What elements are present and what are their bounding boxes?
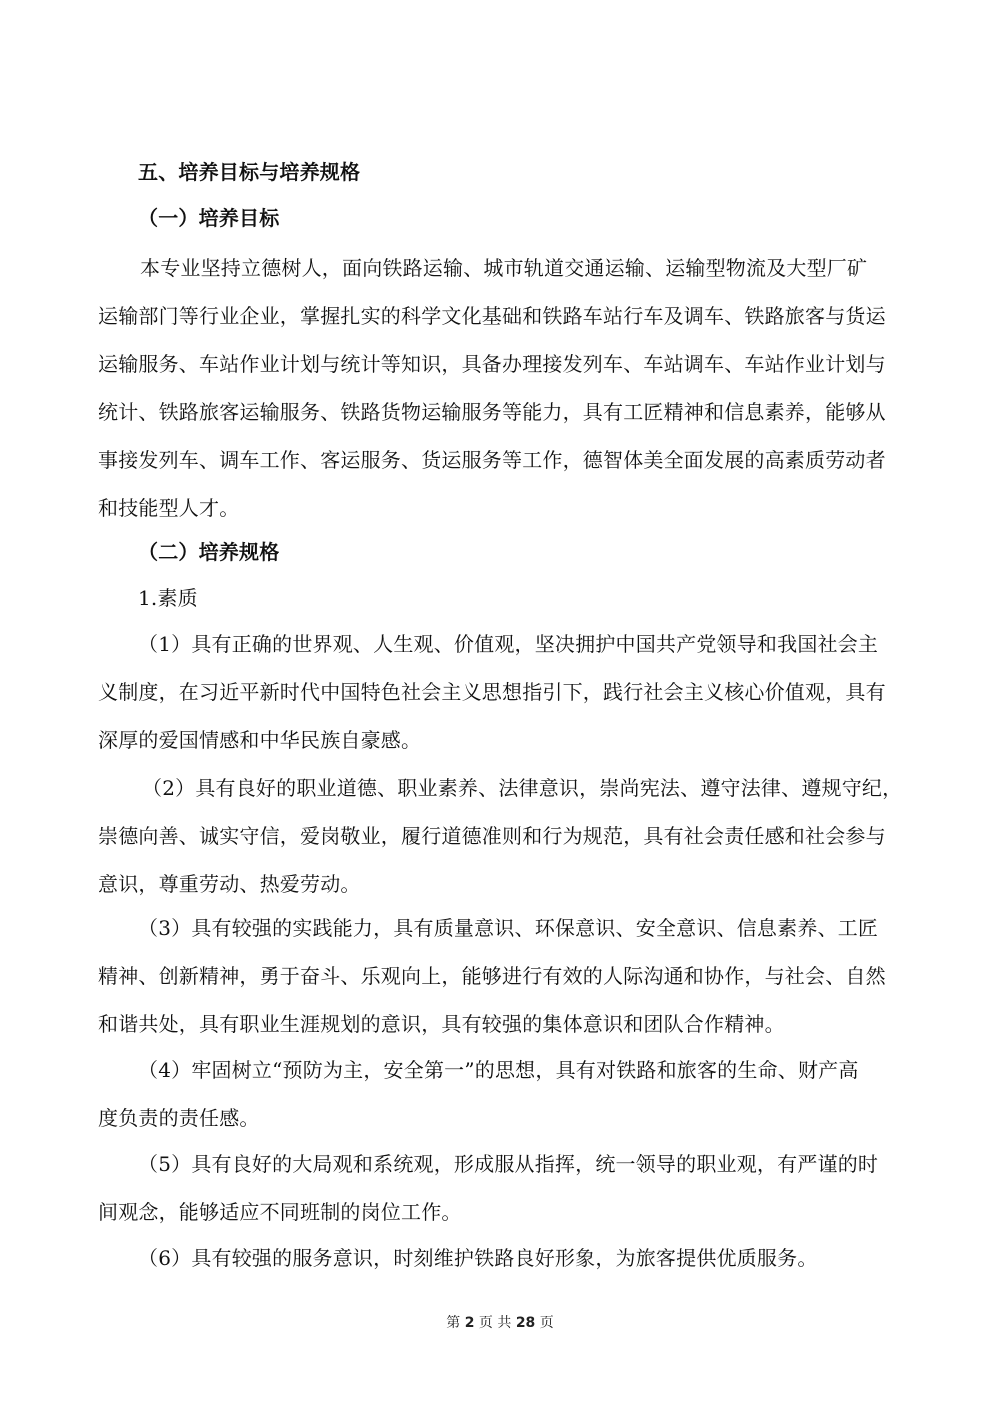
item5-line: （5）具有良好的大局观和系统观，形成服从指挥，统一领导的职业观，有严谨的时 xyxy=(138,1152,879,1176)
item2-line: （2）具有良好的职业道德、职业素养、法律意识，崇尚宪法、遵守法律、遵规守纪， xyxy=(142,776,903,800)
goals-line: 本专业坚持立德树人，面向铁路运输、城市轨道交通运输、运输型物流及大型厂矿 xyxy=(140,256,868,280)
goals-line: 事接发列车、调车工作、客运服务、货运服务等工作，德智体美全面发展的高素质劳动者 xyxy=(98,448,886,472)
page-footer xyxy=(0,1312,1000,1332)
item6-line: （6）具有较强的服务意识，时刻维护铁路良好形象，为旅客提供优质服务。 xyxy=(138,1246,818,1270)
goals-line: 和技能型人才。 xyxy=(98,496,240,520)
item4-line: （4）牢固树立“预防为主，安全第一”的思想，具有对铁路和旅客的生命、财产高 xyxy=(138,1058,859,1082)
specs-heading: （二）培养规格 xyxy=(138,540,280,564)
item1-line: 深厚的爱国情感和中华民族自豪感。 xyxy=(98,728,422,752)
item3-line: 和谐共处，具有职业生涯规划的意识，具有较强的集体意识和团队合作精神。 xyxy=(98,1012,785,1036)
item4-line: 度负责的责任感。 xyxy=(98,1106,260,1130)
item1-line: 义制度，在习近平新时代中国特色社会主义思想指引下，践行社会主义核心价值观，具有 xyxy=(98,680,886,704)
item2-line: 意识，尊重劳动、热爱劳动。 xyxy=(98,872,361,896)
footer-suffix: 页 xyxy=(539,1315,554,1331)
goals-line: 运输服务、车站作业计划与统计等知识，具备办理接发列车、车站调车、车站作业计划与 xyxy=(98,352,886,376)
item5-line: 间观念，能够适应不同班制的岗位工作。 xyxy=(98,1200,462,1224)
item1-line: （1）具有正确的世界观、人生观、价值观，坚决拥护中国共产党领导和我国社会主 xyxy=(138,632,879,656)
goals-heading: （一）培养目标 xyxy=(138,206,280,230)
footer-prefix: 第 xyxy=(446,1315,461,1331)
item2-line: 崇德向善、诚实守信，爱岗敬业，履行道德准则和行为规范，具有社会责任感和社会参与 xyxy=(98,824,886,848)
quality-subheading: 1.素质 xyxy=(138,586,198,610)
footer-total-pages: 28 xyxy=(515,1315,536,1331)
section-heading: 五、培养目标与培养规格 xyxy=(138,160,361,184)
item3-line: （3）具有较强的实践能力，具有质量意识、环保意识、安全意识、信息素养、工匠 xyxy=(138,916,879,940)
footer-middle: 页 共 xyxy=(478,1315,512,1331)
footer-current-page: 2 xyxy=(464,1315,475,1331)
goals-line: 统计、铁路旅客运输服务、铁路货物运输服务等能力，具有工匠精神和信息素养，能够从 xyxy=(98,400,886,424)
goals-line: 运输部门等行业企业，掌握扎实的科学文化基础和铁路车站行车及调车、铁路旅客与货运 xyxy=(98,304,886,328)
item3-line: 精神、创新精神，勇于奋斗、乐观向上，能够进行有效的人际沟通和协作，与社会、自然 xyxy=(98,964,886,988)
